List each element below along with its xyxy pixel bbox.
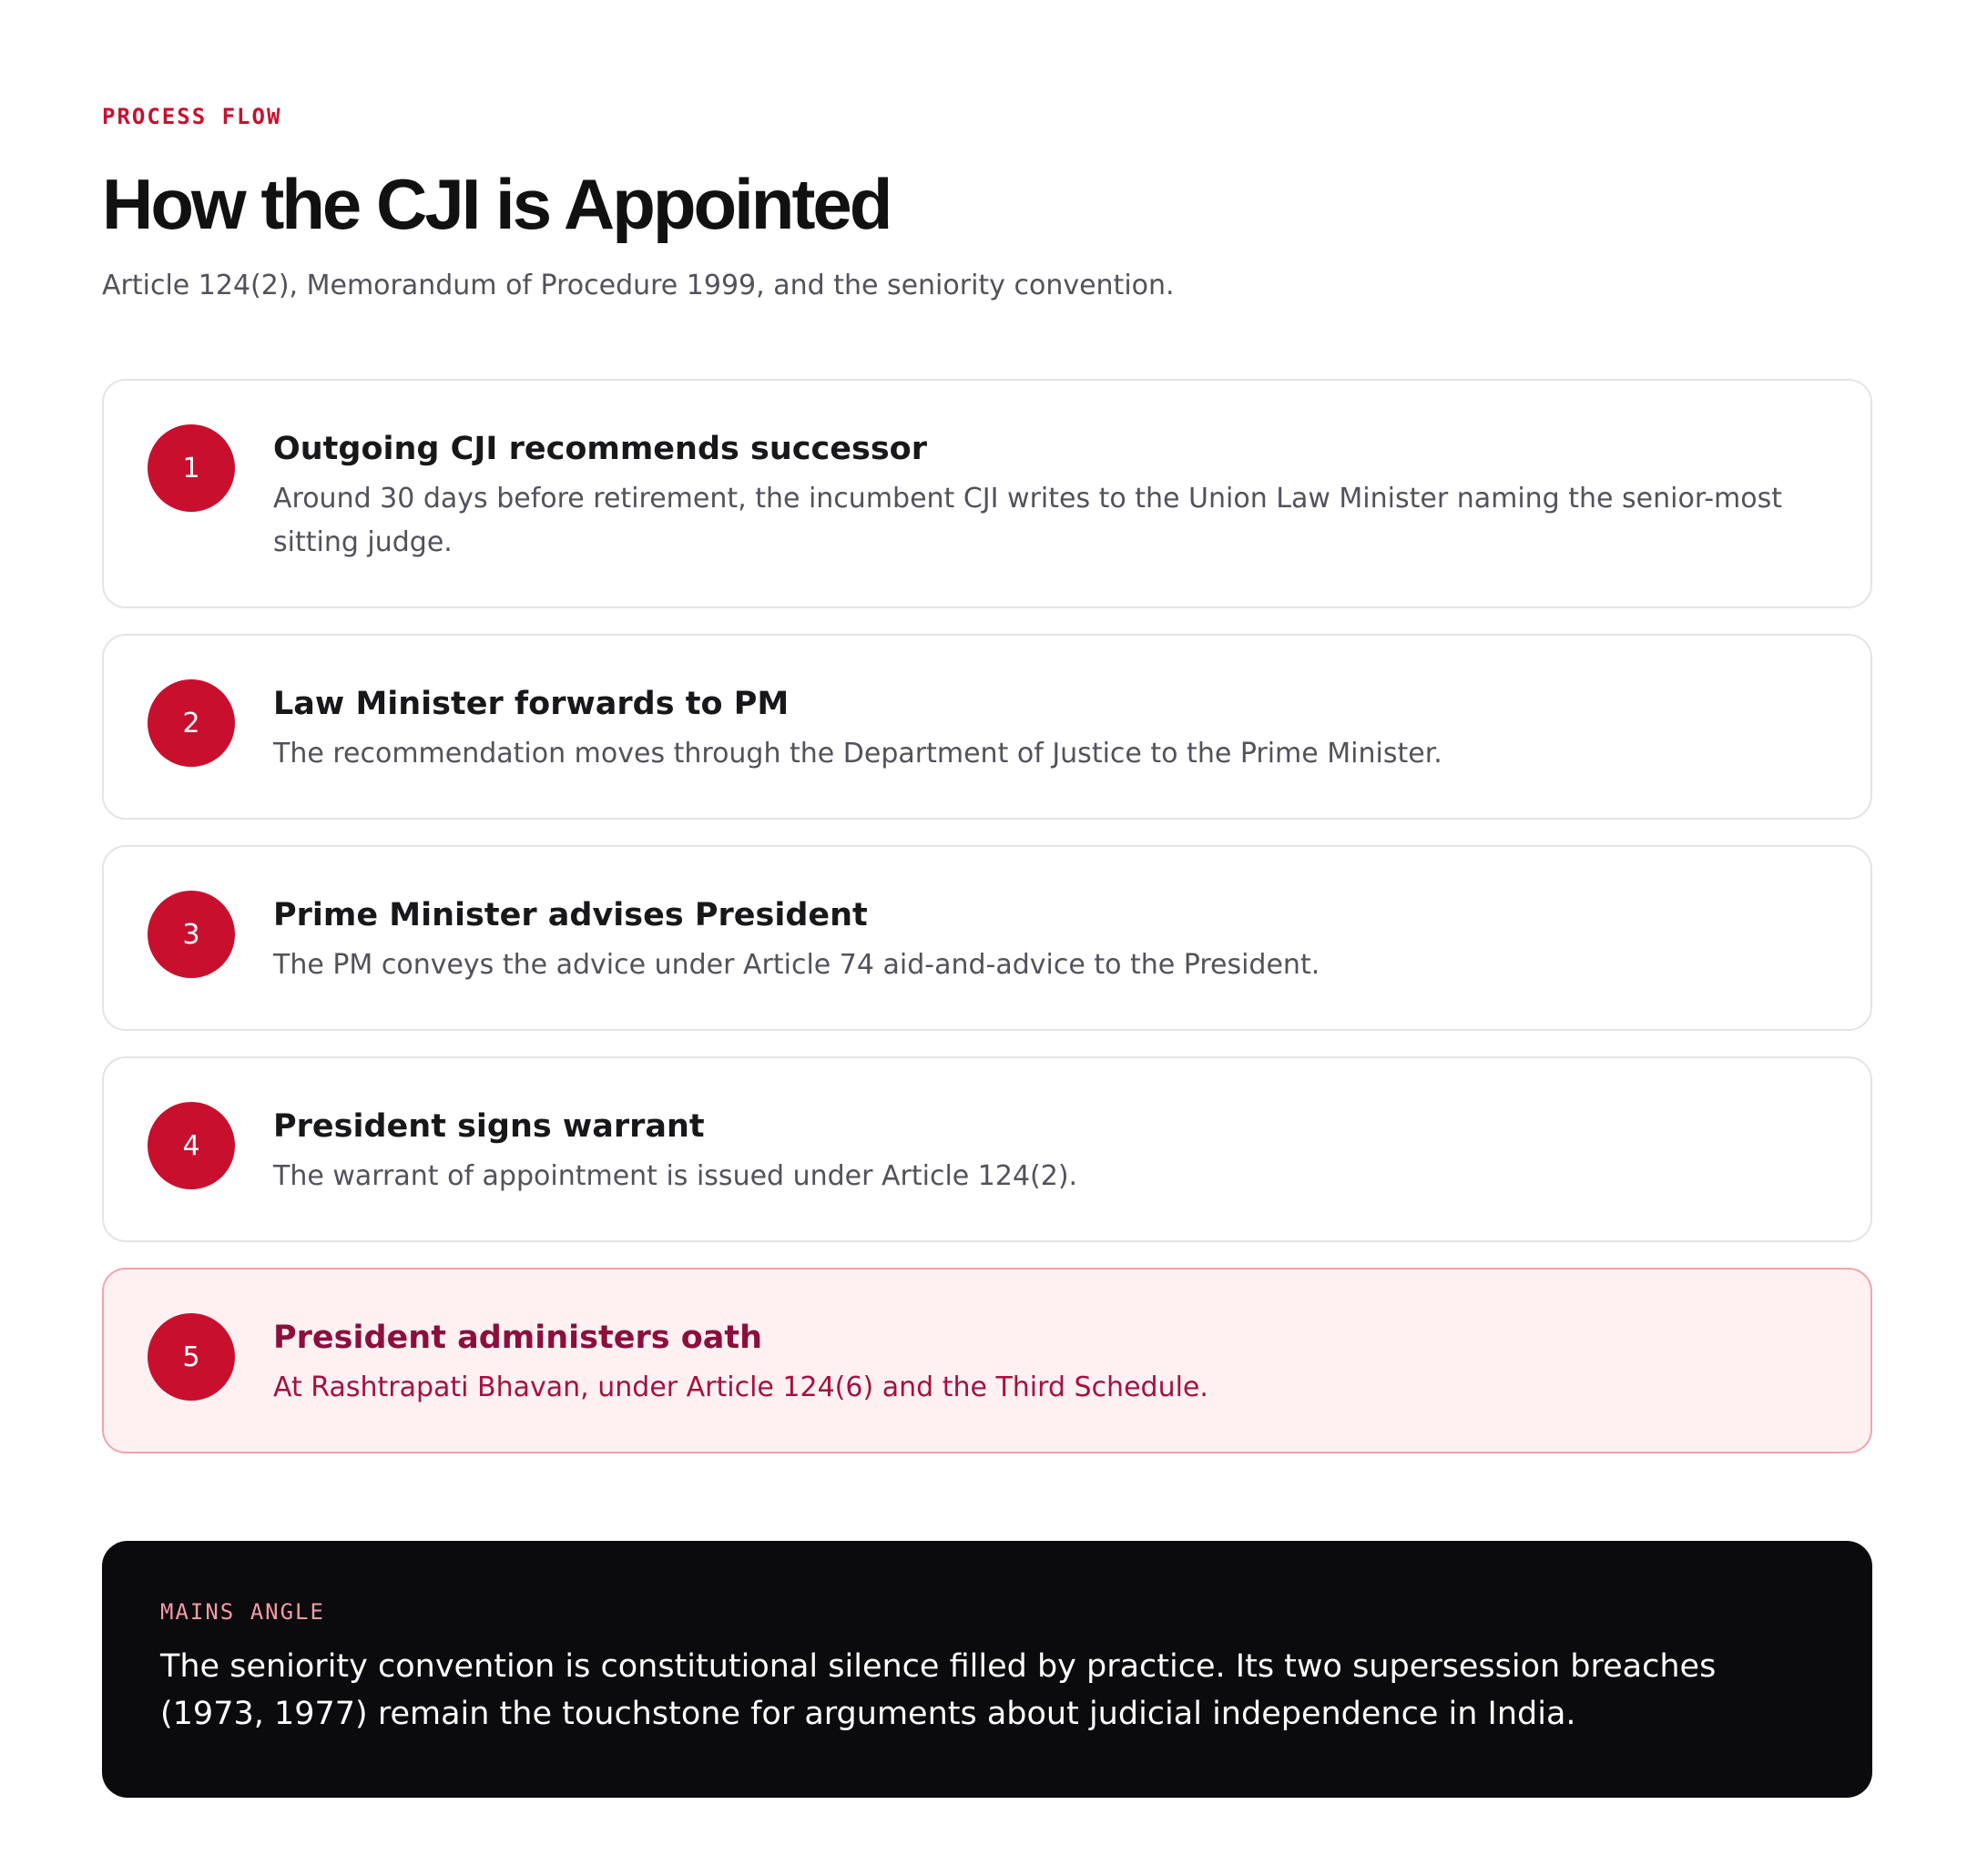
step-number-badge: 3 bbox=[148, 891, 235, 978]
step-card-4 bbox=[102, 1056, 1872, 1242]
page-title: How the CJI is Appointed bbox=[102, 164, 891, 244]
step-body bbox=[273, 678, 1827, 776]
step-number-badge: 1 bbox=[148, 424, 235, 512]
step-description: At Rashtrapati Bhavan, under Article 124(6) and the Third Schedule. bbox=[273, 1371, 1208, 1403]
step-title: President signs warrant bbox=[273, 1108, 705, 1145]
step-card-3 bbox=[102, 845, 1872, 1031]
step-title: President administers oath bbox=[273, 1320, 763, 1356]
callout-label: MAINS ANGLE bbox=[160, 1599, 325, 1625]
callout-text: The seniority convention is constitutional silence filled by practice. Its two supersession breaches (1973, 1977) remain the touchstone for arguments about judicial independence in India. bbox=[160, 1648, 1717, 1732]
step-number-badge: 4 bbox=[148, 1102, 235, 1189]
step-description: The PM conveys the advice under Article 74 aid-and-advice to the President. bbox=[273, 949, 1320, 981]
step-description: The recommendation moves through the Department of Justice to the Prime Minister. bbox=[273, 738, 1442, 770]
step-description: Around 30 days before retirement, the incumbent CJI writes to the Union Law Minister naming the senior-most sitting judge. bbox=[273, 483, 1783, 558]
step-card-5-highlighted bbox=[102, 1268, 1872, 1453]
eyebrow-label: PROCESS FLOW bbox=[102, 104, 282, 129]
step-card-2 bbox=[102, 634, 1872, 820]
step-body bbox=[273, 889, 1827, 987]
step-description: The warrant of appointment is issued under Article 124(2). bbox=[273, 1160, 1078, 1192]
step-body bbox=[273, 1100, 1827, 1198]
process-flow-page bbox=[102, 100, 1872, 1798]
step-card-1 bbox=[102, 379, 1872, 608]
step-number-badge: 2 bbox=[148, 679, 235, 767]
step-body bbox=[273, 423, 1827, 565]
step-title: Outgoing CJI recommends successor bbox=[273, 431, 927, 467]
steps-list bbox=[102, 379, 1872, 1453]
step-body bbox=[273, 1311, 1827, 1410]
step-number-badge: 5 bbox=[148, 1313, 235, 1401]
step-title: Prime Minister advises President bbox=[273, 897, 868, 933]
mains-angle-callout bbox=[102, 1541, 1872, 1798]
step-title: Law Minister forwards to PM bbox=[273, 686, 790, 722]
page-subtitle: Article 124(2), Memorandum of Procedure 1999, and the seniority convention. bbox=[102, 270, 1175, 301]
